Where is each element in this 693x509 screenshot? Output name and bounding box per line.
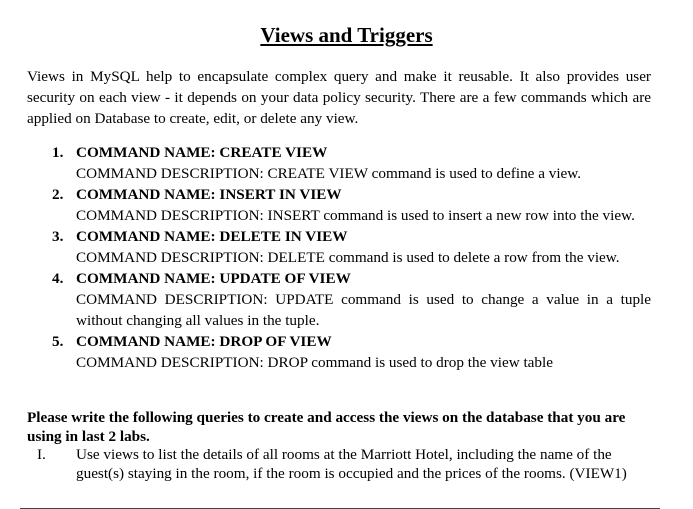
command-description: COMMAND DESCRIPTION: DROP command is used to drop the view table [76,354,553,371]
command-description: COMMAND DESCRIPTION: UPDATE command is used to change a value in a tuple without changing all values in the tuple. [76,291,651,329]
command-item [0,226,693,268]
task-number: I. [37,446,46,463]
command-number: 1. [52,144,64,161]
command-item [0,268,693,331]
task-text: Use views to list the details of all rooms at the Marriott Hotel, including the name of the guest(s) staying in the room, if the room is occupied and the prices of the rooms. (VIEW1) [76,446,627,482]
page-title: Views and Triggers [260,23,433,47]
question-heading: Please write the following queries to create and access the views on the database that you are using in last 2 labs. [27,409,626,445]
intro-paragraph: Views in MySQL help to encapsulate complex query and make it reusable. It also provides user security on each view - it depends on your data policy security. There are a few commands which are applied on Database to create, edit, or delete any view. [27,68,651,127]
command-item [0,142,693,184]
command-number: 3. [52,228,64,245]
command-description: COMMAND DESCRIPTION: CREATE VIEW command is used to define a view. [76,165,582,182]
command-item [0,331,693,373]
command-description: COMMAND DESCRIPTION: INSERT command is used to insert a new row into the view. [76,207,635,224]
command-name: COMMAND NAME: CREATE VIEW [76,144,328,161]
task-item [0,445,693,483]
command-name: COMMAND NAME: DROP OF VIEW [76,333,332,350]
command-name: COMMAND NAME: UPDATE OF VIEW [76,270,351,287]
command-number: 4. [52,270,64,287]
command-item [0,184,693,226]
command-number: 2. [52,186,64,203]
command-number: 5. [52,333,64,350]
command-list [0,142,693,373]
command-name: COMMAND NAME: DELETE IN VIEW [76,228,348,245]
command-name: COMMAND NAME: INSERT IN VIEW [76,186,342,203]
command-description: COMMAND DESCRIPTION: DELETE command is used to delete a row from the view. [76,249,620,266]
